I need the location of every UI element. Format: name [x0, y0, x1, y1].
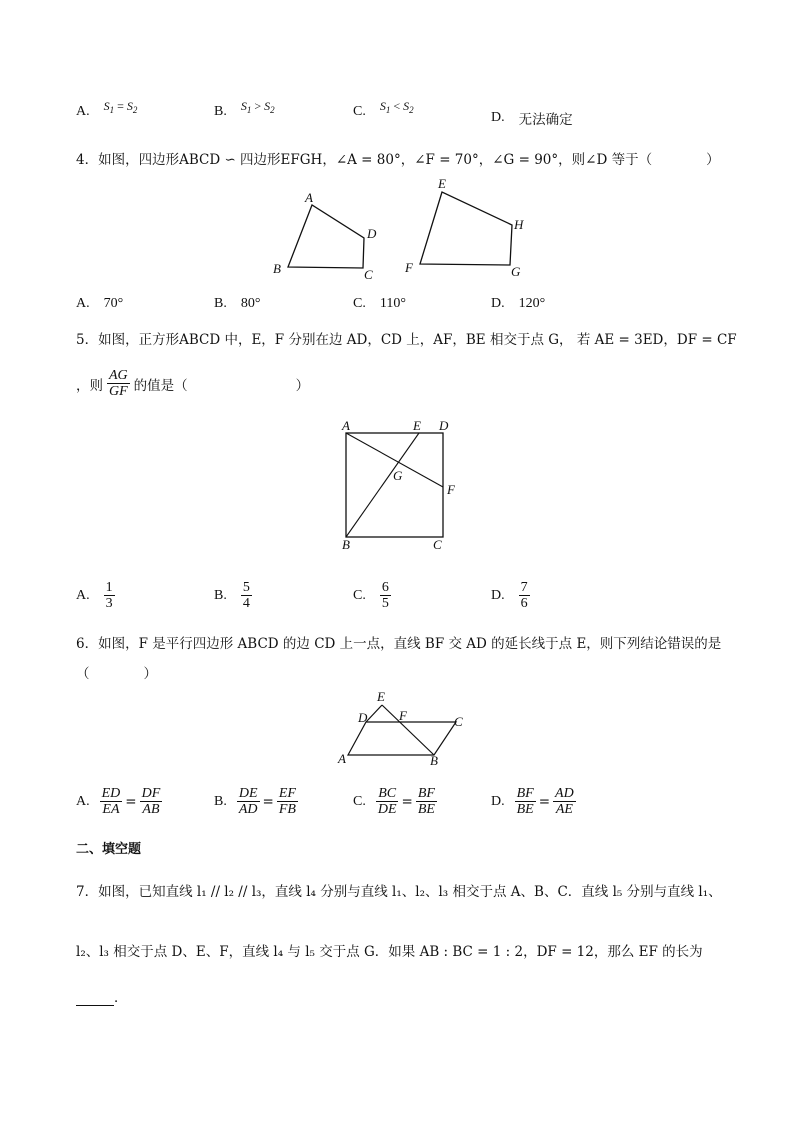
- q4-option-b: [214, 296, 260, 312]
- fig-label-g: G: [511, 264, 521, 279]
- option-label: B.: [214, 793, 227, 809]
- option-label: C.: [353, 587, 366, 603]
- q6-stem-line2: （ ）: [76, 666, 157, 682]
- q7-line1: 7．如图，已知直线 l₁ // l₂ // l₃，直线 l₄ 分别与直线 l₁、l₂、l₃ 相交于点 A、B、C．直线 l₅ 分别与直线 l₁、: [76, 884, 722, 900]
- option-text: 无法确定: [518, 112, 573, 128]
- fig-label-a: A: [305, 190, 313, 205]
- option-label: D.: [491, 110, 505, 125]
- option-fraction: $\frac{7}{6}$: [520, 580, 528, 611]
- parallelogram-abcd: [348, 722, 456, 755]
- q4-figure: [260, 172, 560, 282]
- q5-option-b: [214, 580, 252, 611]
- option-label: C.: [353, 296, 366, 311]
- q3-option-d: [491, 108, 573, 128]
- fig-label-b: B: [430, 753, 438, 768]
- fig-label-d: D: [439, 418, 449, 433]
- option-fraction: $\frac{6}{5}$: [381, 580, 389, 611]
- option-label: A.: [76, 104, 90, 119]
- fig-label-d: D: [367, 226, 377, 241]
- quadrilateral-efgh: [420, 192, 512, 265]
- fig-label-f: F: [405, 260, 413, 275]
- option-expression: $S_1 > S_2$: [240, 99, 275, 115]
- q3-option-c: [353, 99, 414, 120]
- q3-option-a: [76, 99, 138, 120]
- fig-label-b: B: [342, 537, 350, 552]
- quadrilateral-abcd: [288, 205, 364, 268]
- option-equation: $\frac{ED}{EA}$ = $\frac{DF}{AB}$: [101, 786, 161, 817]
- section-title: 二、填空题: [76, 842, 142, 857]
- q7-line3-end: ．: [114, 990, 128, 1006]
- option-label: C.: [353, 793, 366, 809]
- q6-option-d: [491, 786, 576, 817]
- q5-figure: [335, 415, 465, 555]
- fig-label-g: G: [393, 468, 403, 483]
- q4-option-c: [353, 296, 406, 312]
- option-equation: $\frac{BC}{DE}$ = $\frac{BF}{BE}$: [377, 786, 435, 817]
- q4-option-d: [491, 296, 545, 312]
- q4-stem: 4．如图，四边形ABCD ∽ 四边形EFGH，∠A = 80°，∠F = 70°，∠G = 90°，则∠D 等于（ ）: [76, 152, 720, 168]
- option-label: B.: [214, 587, 227, 603]
- q5-option-d: [491, 580, 530, 611]
- option-label: D.: [491, 587, 505, 603]
- fig-label-f: F: [399, 708, 407, 723]
- q7-line2: l₂、l₃ 相交于点 D、E、F，直线 l₄ 与 l₅ 交于点 G．如果 AB : BC = 1 : 2，DF = 12，那么 EF 的长为: [76, 944, 703, 960]
- option-label: A.: [76, 587, 90, 603]
- option-equation: $\frac{BF}{BE}$ = $\frac{AD}{AE}$: [516, 786, 574, 817]
- q5-option-c: [353, 580, 391, 611]
- option-expression: $S_1 = S_2$: [103, 99, 138, 115]
- fig-label-b: B: [273, 261, 281, 276]
- option-fraction: $\frac{1}{3}$: [105, 580, 113, 611]
- option-value: 110°: [379, 296, 406, 311]
- option-value: 70°: [103, 296, 124, 311]
- q5-stem2-pre: ，则: [76, 377, 103, 394]
- fig-label-c: C: [364, 267, 373, 282]
- q6-option-a: [76, 786, 162, 817]
- option-expression: $S_1 < S_2$: [379, 99, 414, 115]
- fig-label-c: C: [433, 537, 442, 552]
- fig-label-a: A: [342, 418, 350, 433]
- fig-label-f: F: [447, 482, 455, 497]
- option-label: A.: [76, 296, 90, 311]
- q7-line3: [76, 986, 128, 1006]
- q5-stem: 5．如图，正方形ABCD 中，E，F 分别在边 AD，CD 上，AF，BE 相交于点 G， 若 AE = 3ED，DF = CF: [76, 332, 737, 348]
- fig-label-e: E: [413, 418, 421, 433]
- q6-option-c: [353, 786, 437, 817]
- q5-option-a: [76, 580, 115, 611]
- option-label: D.: [491, 793, 505, 809]
- fig-label-c: C: [454, 714, 463, 729]
- answer-blank[interactable]: [76, 993, 114, 1006]
- fig-label-d: D: [358, 710, 368, 725]
- q5-stem2-post: 的值是（ ）: [133, 377, 310, 394]
- q6-stem: 6．如图，F 是平行四边形 ABCD 的边 CD 上一点，直线 BF 交 AD 的延长线于点 E，则下列结论错误的是: [76, 636, 722, 652]
- q3-option-b: [214, 99, 275, 120]
- option-label: C.: [353, 104, 366, 119]
- option-value: 120°: [518, 296, 546, 311]
- q6-option-b: [214, 786, 298, 817]
- segment-de: [366, 705, 382, 722]
- q4-option-a: [76, 296, 123, 312]
- fig-label-e: E: [438, 176, 446, 191]
- q5-stem-line2: [76, 368, 309, 399]
- segment-be: [346, 433, 419, 537]
- option-value: 80°: [240, 296, 261, 311]
- segment-eb: [382, 705, 434, 755]
- option-label: D.: [491, 296, 505, 311]
- fig-label-a: A: [338, 751, 346, 766]
- option-equation: $\frac{DE}{AD}$ = $\frac{EF}{FB}$: [238, 786, 296, 817]
- option-label: B.: [214, 104, 227, 119]
- q6-figure: [330, 688, 480, 768]
- option-fraction: $\frac{5}{4}$: [242, 580, 250, 611]
- fig-label-e: E: [377, 689, 385, 704]
- square-abcd: [346, 433, 443, 537]
- q5-fraction: $\frac{AG}{GF}$: [109, 368, 128, 399]
- option-label: A.: [76, 793, 90, 809]
- fig-label-h: H: [514, 217, 524, 232]
- option-label: B.: [214, 296, 227, 311]
